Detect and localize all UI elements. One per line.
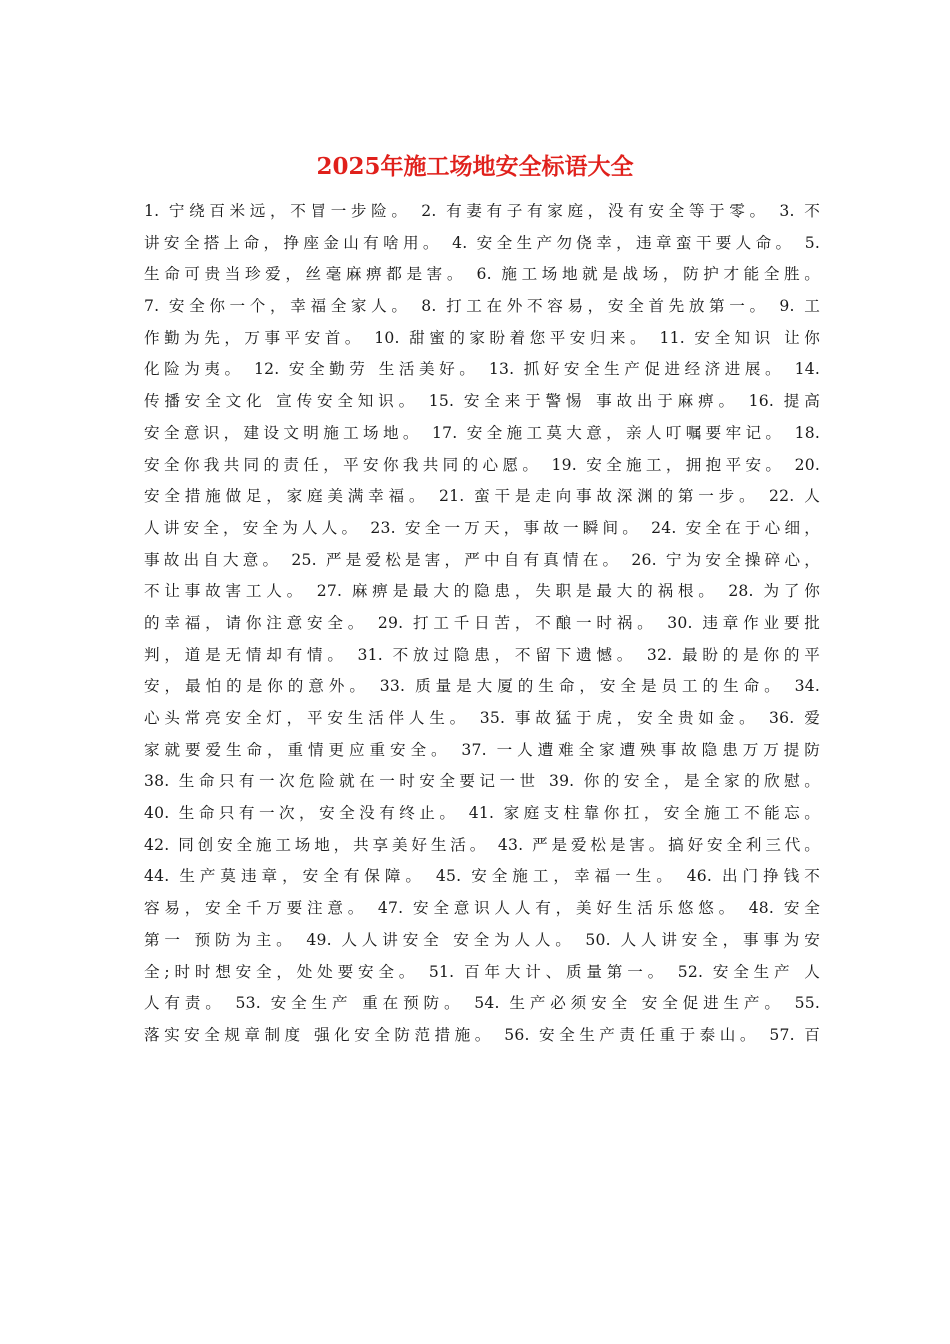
text-line: 38. 生命只有一次危险就在一时安全要记一世 39. 你的安全，是全家的欣慰。 — [144, 772, 820, 791]
text-line: 落实安全规章制度 强化安全防范措施。 56. 安全生产责任重于泰山。 57. 百 — [144, 1025, 820, 1044]
text-line: 人讲安全，安全为人人。 23. 安全一万天，事故一瞬间。 24. 安全在于心细， — [144, 518, 820, 537]
text-line: 1. 宁绕百米远，不冒一步险。 2. 有妻有子有家庭，没有安全等于零。 3. 不 — [144, 202, 820, 220]
text-line: 40. 生命只有一次，安全没有终止。 41. 家庭支柱靠你扛，安全施工不能忘。 — [144, 804, 820, 823]
text-line: 事故出自大意。 25. 严是爱松是害，严中自有真情在。 26. 宁为安全操碎心， — [144, 550, 820, 569]
text-line: 第一 预防为主。 49. 人人讲安全 安全为人人。 50. 人人讲安全，事事为安 — [144, 930, 820, 949]
text-line: 传播安全文化 宣传安全知识。 15. 安全来于警惕 事故出于麻痹。 16. 提高 — [144, 392, 820, 411]
text-line: 容易，安全千万要注意。 47. 安全意识人人有，美好生活乐悠悠。 48. 安全 — [144, 899, 820, 918]
text-line: 全;时时想安全，处处要安全。 51. 百年大计、质量第一。 52. 安全生产 人 — [144, 962, 820, 981]
text-line: 讲安全搭上命，挣座金山有啥用。 4. 安全生产勿侥幸，违章蛮干要人命。 5. — [144, 233, 820, 252]
text-line: 的幸福，请你注意安全。 29. 打工千日苦，不酿一时祸。 30. 违章作业要批 — [144, 613, 820, 632]
document-body — [144, 196, 820, 1052]
text-line: 家就要爱生命，重情更应重安全。 37. 一人遭难全家遭殃事故隐患万万提防 — [144, 740, 820, 759]
text-line: 安全意识，建设文明施工场地。 17. 安全施工莫大意，亲人叮嘱要牢记。 18. — [144, 423, 820, 442]
text-line: 人有责。 53. 安全生产 重在预防。 54. 生产必须安全 安全促进生产。 55. — [144, 994, 820, 1013]
text-line: 化险为夷。 12. 安全勤劳 生活美好。 13. 抓好安全生产促进经济进展。 14. — [144, 360, 820, 379]
text-line: 心头常亮安全灯，平安生活伴人生。 35. 事故猛于虎，安全贵如金。 36. 爱 — [144, 709, 820, 727]
text-line: 生命可贵当珍爱，丝毫麻痹都是害。 6. 施工场地就是战场，防护才能全胜。 — [144, 265, 820, 284]
text-line: 7. 安全你一个，幸福全家人。 8. 打工在外不容易，安全首先放第一。 9. 工 — [144, 297, 820, 316]
text-line: 判，道是无情却有情。 31. 不放过隐患，不留下遗憾。 32. 最盼的是你的平 — [144, 645, 820, 664]
text-line: 不让事故害工人。 27. 麻痹是最大的隐患，失职是最大的祸根。 28. 为了你 — [144, 582, 820, 601]
text-line: 安全你我共同的责任，平安你我共同的心愿。 19. 安全施工，拥抱平安。 20. — [144, 455, 820, 474]
text-line: 作勤为先，万事平安首。 10. 甜蜜的家盼着您平安归来。 11. 安全知识 让你 — [144, 328, 820, 347]
text-line: 安，最怕的是你的意外。 33. 质量是大厦的生命，安全是员工的生命。 34. — [144, 677, 820, 696]
text-line: 44. 生产莫违章，安全有保障。 45. 安全施工，幸福一生。 46. 出门挣钱不 — [144, 867, 820, 886]
document-title: 2025年施工场地安全标语大全 — [316, 153, 634, 180]
text-line: 安全措施做足，家庭美满幸福。 21. 蛮干是走向事故深渊的第一步。 22. 人 — [144, 487, 820, 506]
text-line: 42. 同创安全施工场地，共享美好生活。 43. 严是爱松是害。搞好安全利三代。 — [144, 835, 820, 854]
